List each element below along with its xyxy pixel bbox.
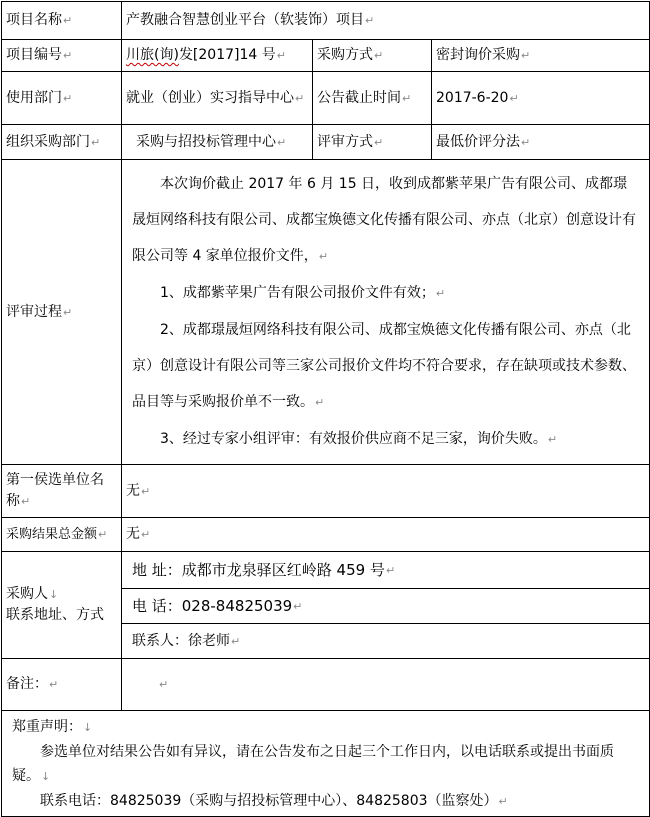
review-paragraph: 3、经过专家小组评审：有效报价供应商不足三家，询价失败。↵ [160, 431, 558, 447]
buyer-contact-details [122, 552, 650, 659]
org-dept-value: 采购与招投标管理中心↵ [122, 125, 313, 160]
review-method-label: 评审方式↵ [313, 125, 432, 160]
purchase-method-label: 采购方式↵ [313, 40, 432, 72]
remarks-value: ↵ [122, 659, 650, 711]
row-project-name [2, 2, 650, 40]
dept-value: 就业（创业）实习指导中心↵ [122, 72, 313, 125]
first-candidate-value: 无↵ [122, 465, 650, 518]
row-first-candidate [2, 465, 650, 518]
review-process-body [122, 160, 650, 465]
row-org-dept [2, 125, 650, 160]
review-paragraph: 2、成都璟晟烜网络科技有限公司、成都宝焕德文化传播有限公司、亦点（北京）创意设计有限公司等三家公司报价文件均不符合要求，存在缺项或技术参数、品目等与采购报价单不一致。↵ [132, 322, 636, 410]
notice-contact: 联系电话：84825039（采购与招投标管理中心）、84825803（监察处）↵ [40, 793, 508, 809]
buyer-phone: 电 话：028-84825039 ↵ [122, 589, 649, 624]
result-table [1, 1, 650, 817]
buyer-address: 地 址：成都市龙泉驿区红岭路 459 号 ↵ [122, 552, 649, 589]
buyer-contact-person: 联系人：徐老师 ↵ [132, 632, 241, 649]
row-dept [2, 72, 650, 125]
row-project-no [2, 40, 650, 72]
row-notice [2, 711, 650, 817]
first-candidate-label: 第一侯选单位名称↵ [2, 465, 122, 518]
row-remarks [2, 659, 650, 711]
remarks-label: 备注：↵ [2, 659, 122, 711]
review-paragraph: 1、成都紫苹果广告有限公司报价文件有效；↵ [160, 285, 446, 301]
solemn-declaration [2, 711, 650, 817]
total-amount-value: 无↵ [122, 518, 650, 552]
deadline-value: 2017-6-20↵ [432, 72, 650, 125]
project-no-value: 川旅(询)发[2017]14 号↵ [122, 40, 313, 72]
purchase-method-value: 密封询价采购↵ [432, 40, 650, 72]
notice-body: 参选单位对结果公告如有异议，请在公告发布之日起三个工作日内，以电话联系或提出书面质疑。↓ [12, 744, 614, 784]
row-total-amount [2, 518, 650, 552]
review-paragraph: 本次询价截止 2017 年 6 月 15 日，收到成都紫苹果广告有限公司、成都璟晟烜网络科技有限公司、成都宝焕德文化传播有限公司、亦点（北京）创意设计有限公司等 4 家单位报价文件，↵ [132, 176, 636, 264]
review-process-label: 评审过程↵ [2, 160, 122, 465]
notice-title: 郑重声明：↓ [12, 719, 93, 735]
review-method-value: 最低价评分法↵ [432, 125, 650, 160]
dept-label: 使用部门↵ [2, 72, 122, 125]
deadline-label: 公告截止时间↵ [313, 72, 432, 125]
total-amount-label: 采购结果总金额↵ [2, 518, 122, 552]
row-buyer-contact [2, 552, 650, 659]
buyer-contact-label: 采购人↓ 联系地址、方式 [2, 552, 122, 659]
project-no-label: 项目编号↵ [2, 40, 122, 72]
org-dept-label: 组织采购部门↵ [2, 125, 122, 160]
project-name-label: 项目名称↵ [2, 2, 122, 40]
project-name-value: 产教融合智慧创业平台（软装饰）项目↵ [122, 2, 650, 40]
row-review-process [2, 160, 650, 465]
